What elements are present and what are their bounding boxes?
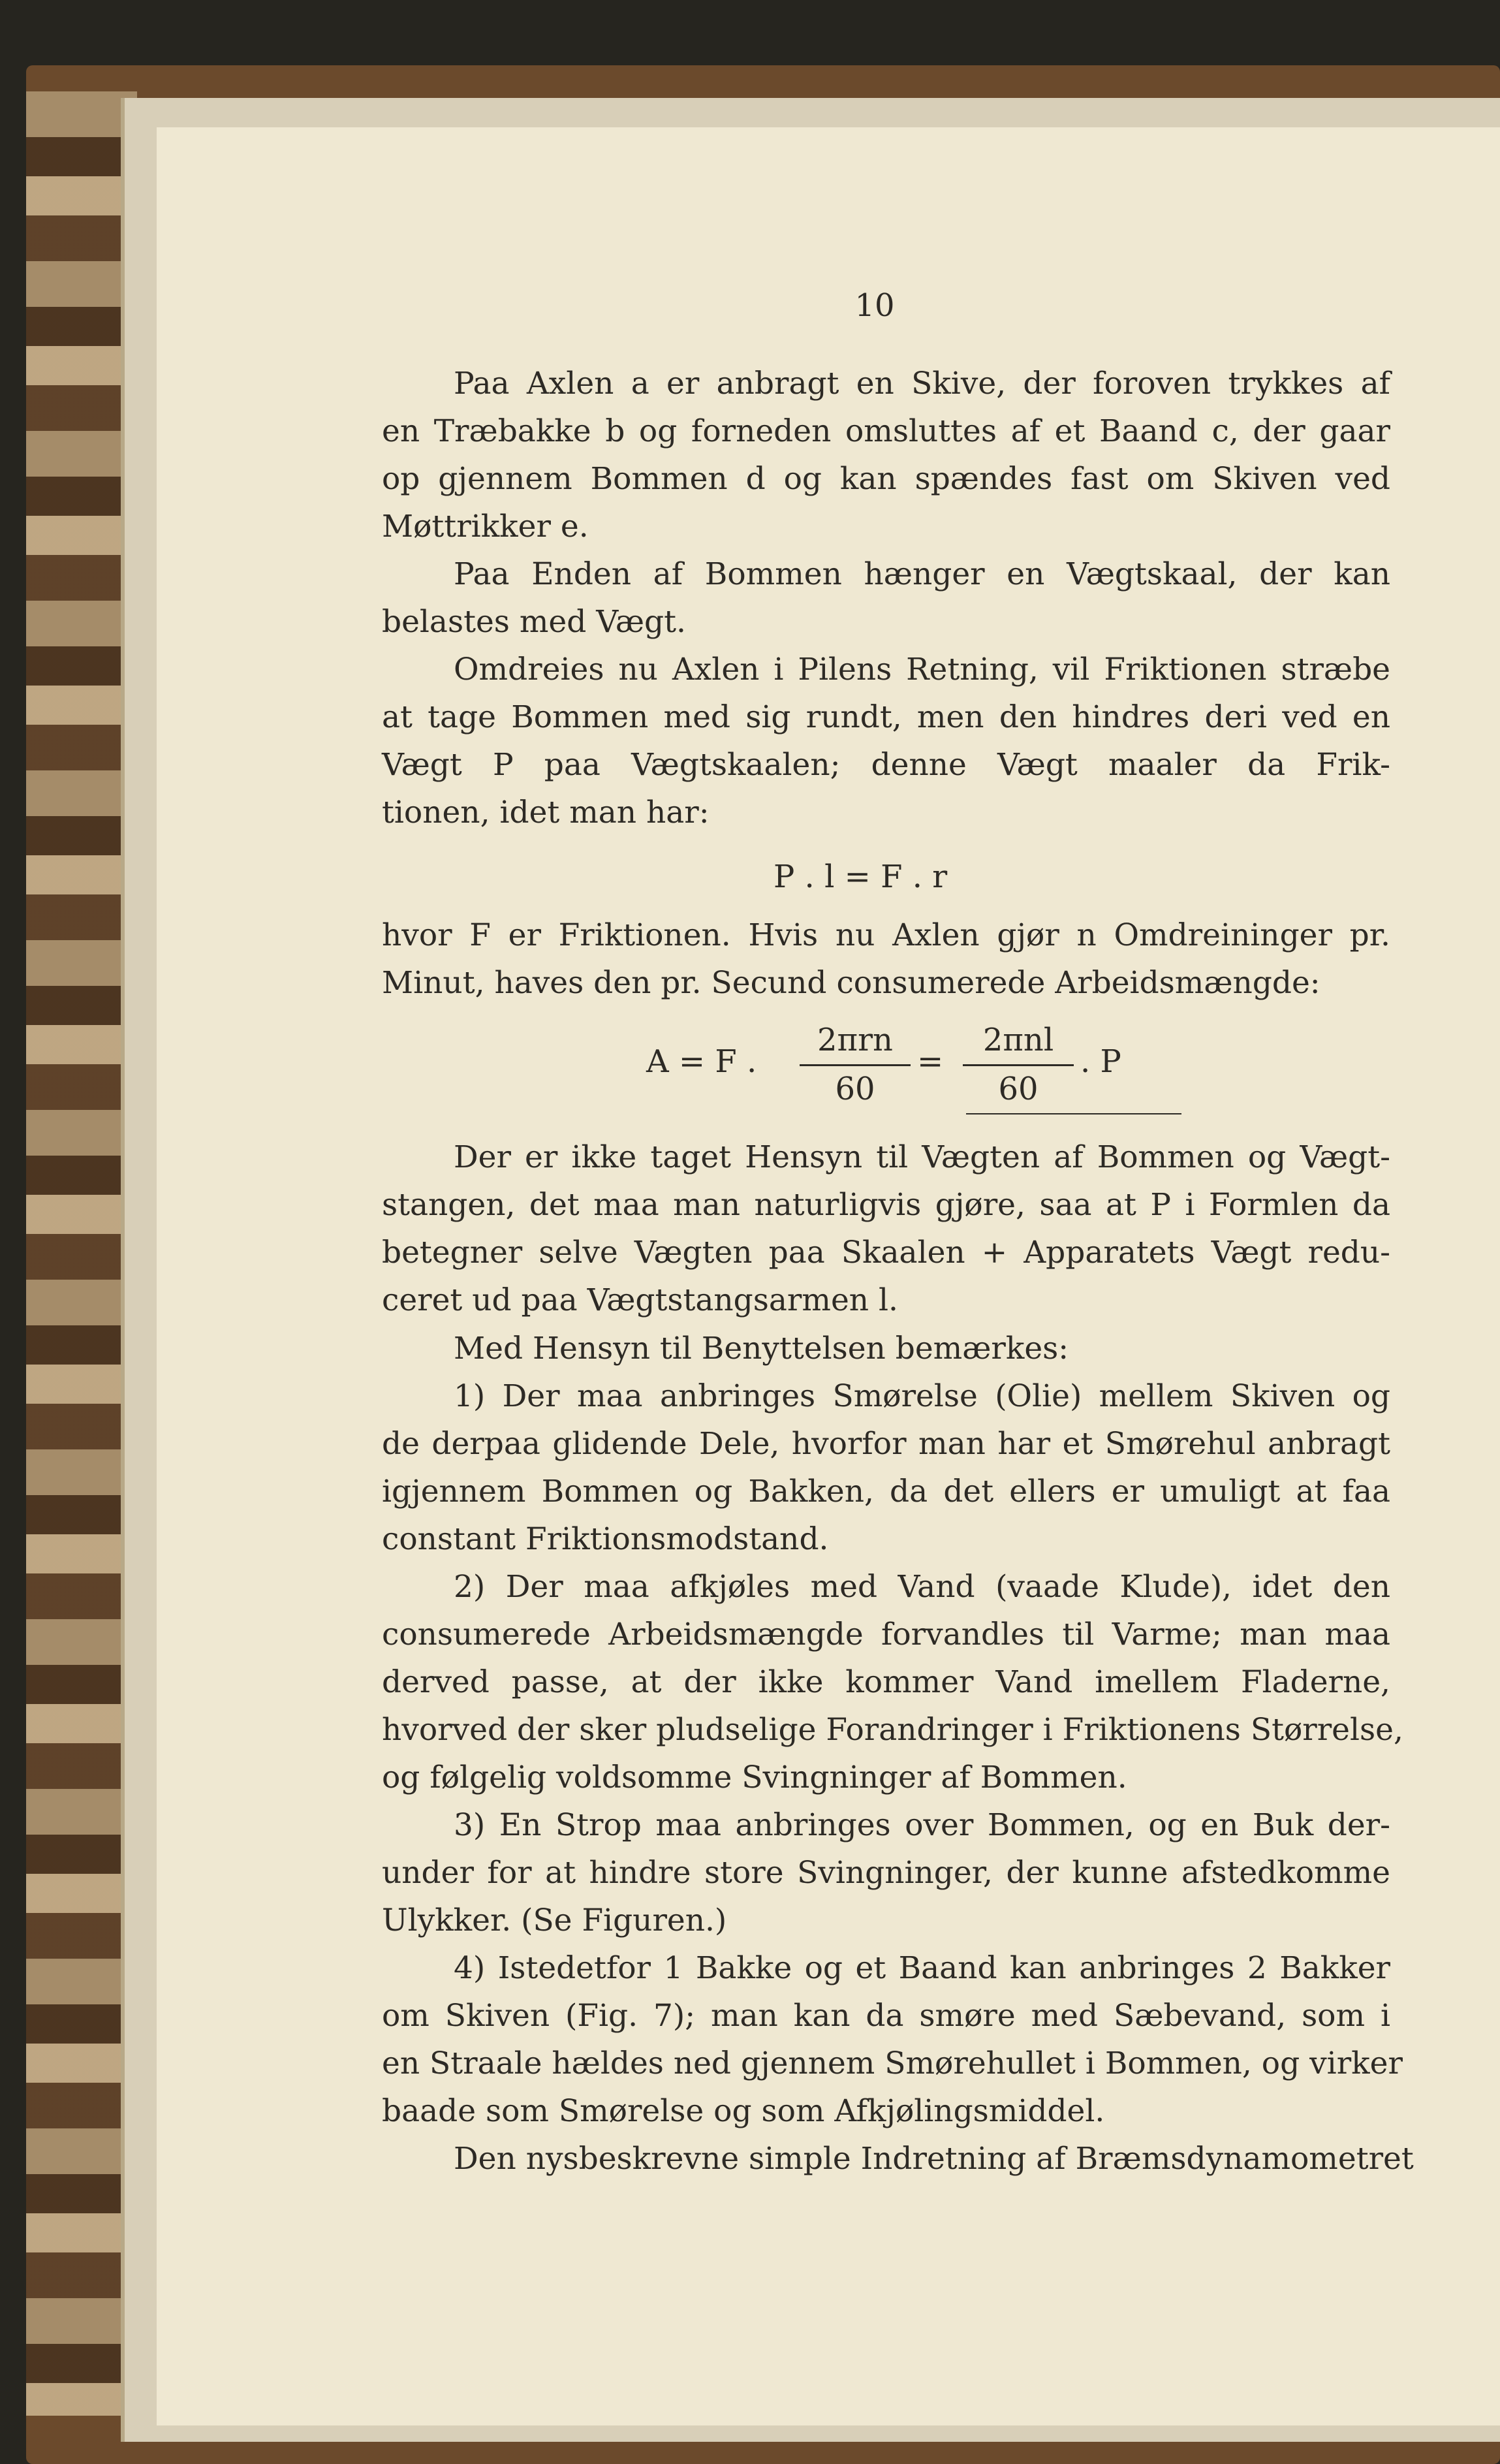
text-line: under for at hindre store Svingninger, der kunne afstedkomme: [382, 1855, 1390, 1891]
text-line: Minut, haves den pr. Secund consumerede Arbeidsmængde:: [382, 965, 1320, 1001]
text-line: Den nysbeskrevne simple Indretning af Bræmsdynamometret: [454, 2141, 1414, 2177]
text-line: igjennem Bommen og Bakken, da det ellers er umuligt at faa: [382, 1474, 1390, 1509]
text-line: Omdreies nu Axlen i Pilens Retning, vil Friktionen stræbe: [454, 652, 1390, 687]
fraction-numerator: 2πnl: [982, 1022, 1054, 1058]
text-line: Vægt P paa Vægtskaalen; denne Vægt maaler da Frik-: [382, 747, 1390, 783]
text-line: ceret ud paa Vægtstangsarmen l.: [382, 1282, 898, 1318]
fraction-bar: [963, 1064, 1074, 1066]
fraction-denominator: 60: [998, 1071, 1039, 1107]
text-line: consumerede Arbeidsmængde forvandles til Varme; man maa: [382, 1617, 1390, 1652]
text-line: Paa Axlen a er anbragt en Skive, der foroven trykkes af: [454, 366, 1390, 402]
text-line: 2) Der maa afkjøles med Vand (vaade Klude), idet den: [454, 1569, 1390, 1605]
text-line: tionen, idet man har:: [382, 795, 710, 830]
text-line: baade som Smørelse og som Afkjølingsmiddel.: [382, 2093, 1105, 2129]
text-line: 1) Der maa anbringes Smørelse (Olie) mellem Skiven og: [454, 1378, 1390, 1414]
text-line: en Træbakke b og forneden omsluttes af et Baand c, der gaar: [382, 413, 1390, 449]
text-line: hvorved der sker pludselige Forandringer i Friktionens Størrelse,: [382, 1712, 1403, 1748]
text-line: at tage Bommen med sig rundt, men den hindres deri ved en: [382, 699, 1390, 735]
text-line: constant Friktionsmodstand.: [382, 1521, 829, 1557]
page-number: 10: [854, 287, 895, 324]
section-rule: [966, 1113, 1181, 1114]
text-line: 4) Istedetfor 1 Bakke og et Baand kan anbringes 2 Bakker: [454, 1950, 1390, 1986]
text-line: derved passe, at der ikke kommer Vand imellem Fladerne,: [382, 1664, 1390, 1700]
text-line: og følgelig voldsomme Svingninger af Bommen.: [382, 1760, 1127, 1795]
fraction-bar: [800, 1064, 911, 1066]
fraction-numerator: 2πrn: [817, 1022, 893, 1058]
equals-sign: =: [917, 1043, 944, 1080]
text-line: de derpaa glidende Dele, hvorfor man har et Smørehul anbragt: [382, 1426, 1390, 1462]
text-line: en Straale hældes ned gjennem Smørehullet i Bommen, og virker: [382, 2045, 1403, 2081]
text-line: op gjennem Bommen d og kan spændes fast om Skiven ved: [382, 461, 1390, 497]
text-line: hvor F er Friktionen. Hvis nu Axlen gjør n Omdreininger pr.: [382, 917, 1390, 953]
text-line: belastes med Vægt.: [382, 604, 686, 640]
text-line: Der er ikke taget Hensyn til Vægten af Bommen og Vægt-: [454, 1139, 1390, 1175]
text-line: Paa Enden af Bommen hænger en Vægtskaal, der kan: [454, 556, 1390, 592]
text-line: 3) En Strop maa anbringes over Bommen, og en Buk der-: [454, 1807, 1390, 1843]
text-line: Ulykker. (Se Figuren.): [382, 1903, 727, 1938]
equation-moment: P . l = F . r: [773, 859, 948, 895]
fraction-denominator: 60: [835, 1071, 875, 1107]
text-line: Møttrikker e.: [382, 509, 589, 545]
equation-tail: . P: [1080, 1043, 1121, 1080]
text-line: om Skiven (Fig. 7); man kan da smøre med Sæbevand, som i: [382, 1998, 1390, 2034]
text-line: stangen, det maa man naturligvis gjøre, saa at P i Formlen da: [382, 1187, 1390, 1223]
text-line: betegner selve Vægten paa Skaalen + Apparatets Vægt redu-: [382, 1235, 1390, 1271]
text-line: Med Hensyn til Benyttelsen bemærkes:: [454, 1331, 1069, 1366]
equation-lhs: A = F .: [646, 1043, 757, 1080]
